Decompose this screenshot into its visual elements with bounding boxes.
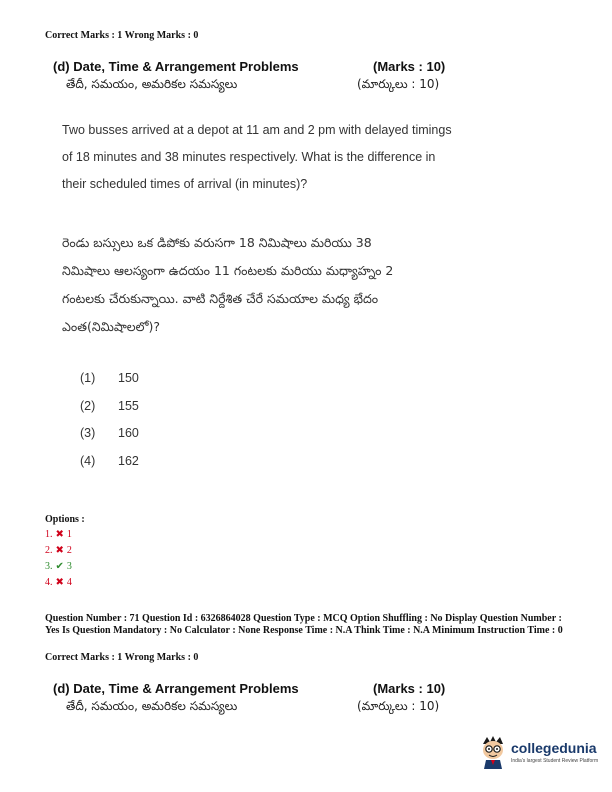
- option-result: [45, 577, 72, 588]
- choice-value: 160: [118, 426, 139, 440]
- choice-number: (3): [80, 426, 96, 440]
- choice-item: [80, 454, 139, 468]
- option-number: 2: [66, 545, 72, 556]
- section-title-telugu: తేదీ, సమయం, అమరికల సమస్యలు: [66, 77, 238, 91]
- section-marks: (Marks : 10): [373, 681, 446, 696]
- question-telugu: [62, 229, 542, 341]
- option-label: 1.: [45, 529, 53, 540]
- check-icon: ✔: [55, 561, 64, 572]
- question-english: [62, 117, 532, 198]
- logo-name: collegedunia: [511, 739, 597, 756]
- choice-item: [80, 399, 139, 413]
- option-result: [45, 561, 72, 572]
- choice-item: [80, 426, 139, 440]
- choice-value: 155: [118, 399, 139, 413]
- option-result: [45, 529, 72, 540]
- choice-value: 150: [118, 371, 139, 385]
- section-title-telugu: తేదీ, సమయం, అమరికల సమస్యలు: [66, 699, 238, 713]
- section-title: (d) Date, Time & Arrangement Problems: [53, 59, 299, 74]
- logo-tagline: India's largest Student Review Platform: [511, 757, 599, 764]
- top-marks: Correct Marks : 1 Wrong Marks : 0: [45, 30, 199, 41]
- cross-icon: ✖: [55, 545, 64, 556]
- option-label: 4.: [45, 577, 53, 588]
- question-line: of 18 minutes and 38 minutes respectively. What is the difference in: [62, 150, 436, 164]
- question-line-telugu: రెండు బస్సులు ఒక డిపోకు వరుసగా 18 నిమిషాలు మరియు 38: [62, 235, 372, 250]
- section-marks: (Marks : 10): [373, 59, 446, 74]
- question-line: their scheduled times of arrival (in minutes)?: [62, 177, 308, 191]
- section-title: (d) Date, Time & Arrangement Problems: [53, 681, 299, 696]
- option-label: 3.: [45, 561, 53, 572]
- option-label: 2.: [45, 545, 53, 556]
- question-line-telugu: గంటలకు చేరుకున్నాయి. వాటి నిర్దేశిత చేరే సమయాల మధ్య భేదం: [62, 291, 379, 306]
- mascot-icon: [478, 735, 508, 769]
- choice-number: (2): [80, 399, 96, 413]
- question-line-telugu: ఎంత(నిమిషాలలో)?: [62, 319, 160, 334]
- question-line-telugu: నిమిషాలు ఆలస్యంగా ఉదయం 11 గంటలకు మరియు మధ్యాహ్నం 2: [62, 263, 394, 278]
- logo-text: [511, 741, 598, 764]
- choice-value: 162: [118, 454, 139, 468]
- option-number: 4: [66, 577, 72, 588]
- section-marks-telugu: (మార్కులు : 10): [357, 77, 440, 91]
- choice-number: (1): [80, 371, 96, 385]
- collegedunia-logo: [478, 735, 598, 769]
- cross-icon: ✖: [55, 577, 64, 588]
- options-label: Options :: [45, 514, 85, 525]
- bottom-marks: Correct Marks : 1 Wrong Marks : 0: [45, 652, 199, 663]
- section-marks-telugu: (మార్కులు : 10): [357, 699, 440, 713]
- question-line: Two busses arrived at a depot at 11 am and 2 pm with delayed timings: [62, 123, 452, 137]
- cross-icon: ✖: [55, 529, 64, 540]
- option-number: 1: [66, 529, 72, 540]
- choice-number: (4): [80, 454, 96, 468]
- question-metadata: Question Number : 71 Question Id : 6326864028 Question Type : MCQ Option Shuffling : No Display Question Number : Yes Is Question Mandatory : No Calculator : None Response Time : N.A Think Time : N.A Minimum Instruction Time : 0: [45, 613, 563, 636]
- option-result: [45, 545, 72, 556]
- choice-item: [80, 371, 139, 385]
- option-number: 3: [66, 561, 72, 572]
